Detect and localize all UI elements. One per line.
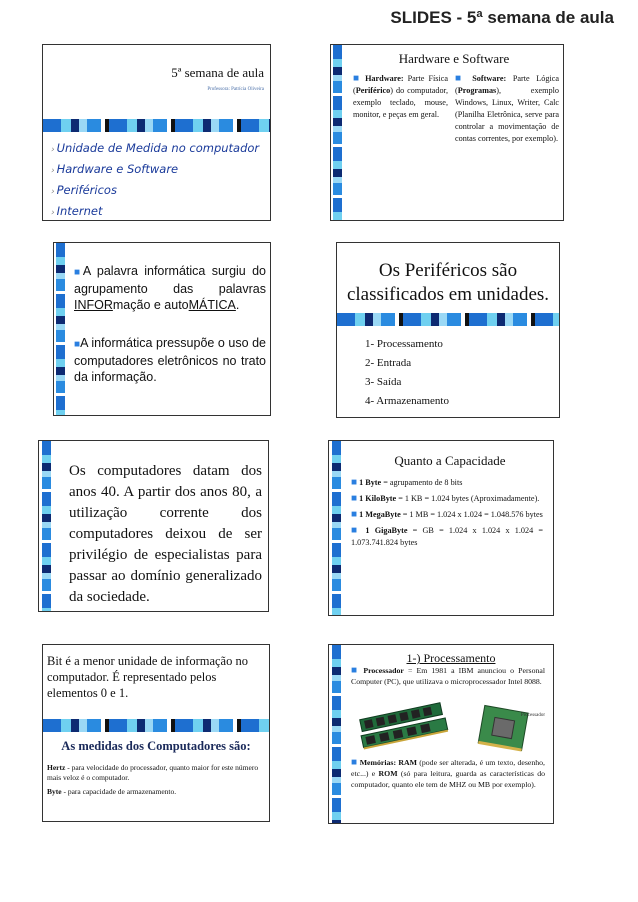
list-item: ■ 1 MegaByte = 1 MB = 1.024 x 1.024 = 1.048.576 bytes <box>351 509 543 520</box>
decorative-stripe <box>42 441 51 611</box>
bullet-icon: ■ <box>74 339 81 350</box>
slide-1-topic-list <box>51 139 259 221</box>
slide-2 <box>330 44 564 221</box>
slide-4-title: Os Periféricos são classificados em unidades. <box>346 260 550 305</box>
slide-5 <box>38 440 269 612</box>
slide-8-title: 1-) Processamento <box>406 651 496 665</box>
bullet-icon: ■ <box>351 493 358 504</box>
software-text: ■ Software: Parte Lógica (Programas), exemplo Windows, Linux, Writer, Calc (Planilha Eletrônica, serve para controlar a movimentação de contas correntes, por exemplo). <box>455 73 559 143</box>
processor-text: ■ Processador = Em 1981 a IBM anunciou o Personal Computer (PC), que utilizava o microprocessador Intel 8088. <box>351 665 546 686</box>
decorative-stripe <box>332 645 341 823</box>
slide-7 <box>42 644 270 822</box>
computer-history-text: Os computadores datam dos anos 40. A partir dos anos 80, a utilização corrente dos computadores deixou de ser privilégio de especialistas para passar ao domínio generalizado da sociedade. <box>69 463 262 605</box>
slide-3 <box>53 242 271 416</box>
bullet-icon: ■ <box>351 477 358 488</box>
decorative-stripe <box>333 45 342 220</box>
slide-6-title: Quanto a Capacidade <box>394 453 506 468</box>
list-item: ■ 1 Byte = agrupamento de 8 bits <box>351 477 463 488</box>
list-item: › Periféricos <box>51 183 117 197</box>
slide-6 <box>328 440 554 616</box>
list-item: 2- Entrada <box>365 357 412 369</box>
list-item: ■ 1 KiloByte = 1 KB = 1.024 bytes (Aproximadamente). <box>351 493 540 504</box>
list-item: › Internet <box>51 204 103 218</box>
bullet-icon: ■ <box>351 665 360 676</box>
slide-1 <box>42 44 271 221</box>
memory-modules-icon <box>358 702 448 749</box>
decorative-stripe <box>332 441 341 615</box>
processor-photo-label: Processador <box>520 713 545 718</box>
slide-8 <box>328 644 554 824</box>
measures-heading: As medidas dos Computadores são: <box>61 739 251 753</box>
slide-2-title: Hardware e Software <box>398 51 510 66</box>
decorative-stripe <box>43 719 269 732</box>
bullet-icon: ■ <box>353 73 362 84</box>
arrow-icon: › <box>51 187 55 197</box>
list-item: ■ 1 GigaByte = GB = 1.024 x 1.024 x 1.024 = 1.073.741.824 bytes <box>351 525 543 547</box>
list-item: › Unidade de Medida no computador <box>51 141 260 155</box>
arrow-icon: › <box>51 166 55 176</box>
bullet-icon: ■ <box>455 73 466 84</box>
list-item: 4- Armazenamento <box>365 395 449 407</box>
decorative-stripe <box>43 119 270 132</box>
bit-definition-text: Bit é a menor unidade de informação no computador. É representado pelos elementos 0 e 1. <box>47 654 248 700</box>
bullet-icon: ■ <box>351 525 361 536</box>
informatica-origin-text: ■A palavra informática surgiu do agrupamento das palavras INFORmação e autoMÁTICA. <box>74 264 266 312</box>
byte-definition: Byte - para capacidade de armazenamento. <box>47 787 177 796</box>
peripheral-units-list <box>365 335 449 411</box>
bullet-icon: ■ <box>351 509 358 520</box>
list-item: 1- Processamento <box>365 338 443 350</box>
slide-4 <box>336 242 560 418</box>
hardware-text: ■ Hardware: Parte Física (Periférico) do computador, exemplo teclado, mouse, monitor, e peças em geral. <box>353 73 449 119</box>
bullet-icon: ■ <box>74 267 83 278</box>
hardware-photos <box>353 701 549 755</box>
bullet-icon: ■ <box>351 757 358 768</box>
capacity-list <box>351 477 543 553</box>
hertz-definition: Hertz - para velocidade do processador, quanto maior for este número mais veloz é o computador. <box>47 763 259 782</box>
arrow-icon: › <box>51 145 55 155</box>
arrow-icon: › <box>51 208 55 218</box>
page-header: SLIDES - 5ª semana de aula <box>390 8 614 27</box>
memory-text: ■ Memórias: RAM (pode ser alterada, é um texto, desenho, etc...) e ROM (só para leitura, guarda as características do computador, quanto ele tem de MHZ ou MB por exemplo). <box>351 757 545 789</box>
decorative-stripe <box>337 313 559 326</box>
list-item: › Hardware e Software <box>51 162 179 176</box>
slide-1-professor: Professora: Patrícia Oliveira <box>207 87 264 92</box>
slide-1-title: 5ª semana de aula <box>171 65 264 80</box>
decorative-stripe <box>56 243 65 415</box>
informatica-definition-text: ■A informática pressupõe o uso de computadores eletrônicos no trato da informação. <box>74 336 267 384</box>
list-item: 3- Saída <box>365 376 402 388</box>
